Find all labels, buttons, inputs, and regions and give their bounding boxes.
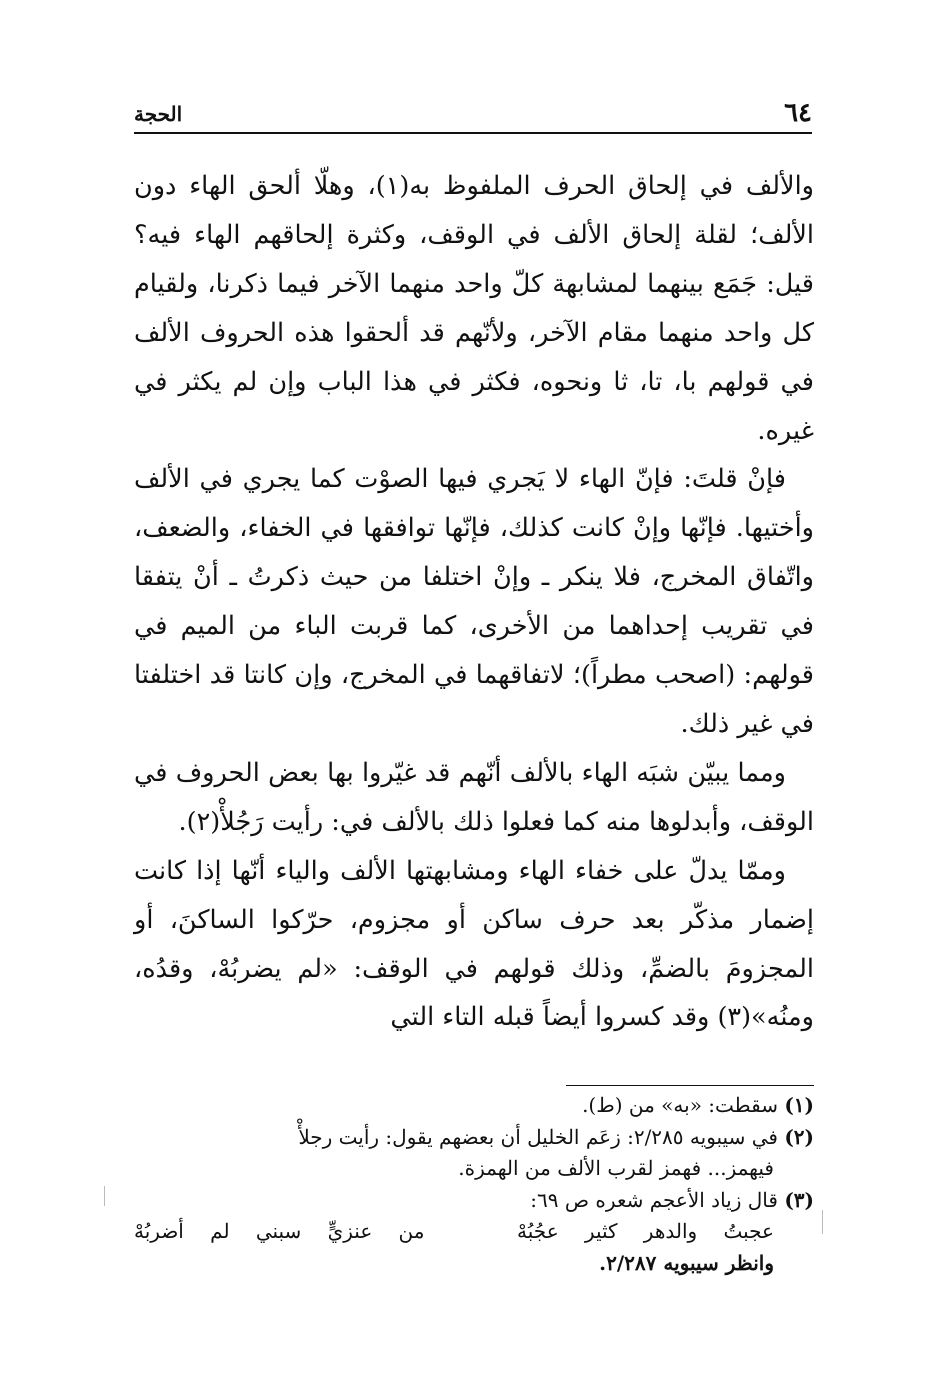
footnote-2-text: في سيبويه ٢/٢٨٥: زعَم الخليل أن بعضهم يقول: رأيت رجلأْ: [298, 1124, 778, 1149]
footnote-1: [134, 1090, 814, 1122]
page-header: [134, 96, 812, 134]
paragraph-3: ومما يبيّن شبَه الهاء بالألف أنّهم قد غيّروا بها بعض الحروف في الوقف، وأبدلوها منه كما فعلوا ذلك بالألف في: رأيت رَجُلأْ(٢).: [134, 757, 814, 837]
footnote-1-text: سقطت: «به» من (ط).: [582, 1093, 778, 1117]
main-text: [134, 162, 814, 1042]
footnote-2-continuation: فيهمز... فهمز لقرب الألف من الهمزة.: [458, 1156, 774, 1180]
poem-verse: [134, 1216, 814, 1248]
verse-second-hemistich: من عنزيٍّ سبني لم أضربُهْ: [134, 1219, 425, 1243]
paragraph-2: فإنْ قلتَ: فإنّ الهاء لا يَجري فيها الصوْت كما يجري في الألف وأختيها. فإنّها وإنْ كانت كذلك، فإنّها توافقها في الخفاء، والضعف، واتّفاق المخرج، فلا ينكر ـ وإنْ اختلفا من حيث ذكرتُ ـ أنْ يتفقا في تقريب إحداهما من الأخرى، كما قربت الباء من الميم في قولهم: (اصحب مطراً)؛ لاتفاقهما في المخرج، وإن كانتا قد اختلفتا في غير ذلك.: [134, 464, 814, 739]
footnote-3-number: (٣): [784, 1187, 814, 1212]
footnote-2-number: (٢): [784, 1124, 814, 1149]
paragraph-1: والألف في إلحاق الحرف الملفوظ به(١)، وهلّا ألحق الهاء دون الألف؛ لقلة إلحاق الألف في الوقف، وكثرة إلحاقهم الهاء فيه؟ قيل: جَمَع بينهما لمشابهة كلّ واحد منهما الآخر فيما ذكرنا، ولقيام كل واحد منهما مقام الآخر، ولأنّهم قد ألحقوا هذه الحروف الألف في قولهم با، تا، ثا ونحوه، فكثر في هذا الباب وإن لم يكثر في غيره.: [134, 171, 814, 446]
footnote-3: [134, 1185, 814, 1217]
scan-mark-left: [104, 1186, 105, 1206]
page-number: ٦٤: [784, 98, 812, 128]
footnote-2: [134, 1122, 814, 1154]
footnote-3-reference: وانظر سيبويه ٢/٢٨٧.: [599, 1250, 774, 1275]
footnote-3-text: قال زياد الأعجم شعره ص ٦٩:: [530, 1187, 778, 1212]
running-title: الحجة: [134, 102, 183, 126]
footnote-separator: [566, 1085, 814, 1086]
scan-mark-right: [822, 1210, 823, 1234]
footnotes: [134, 1090, 814, 1279]
footnote-1-number: (١): [784, 1093, 814, 1117]
paragraph-4: وممّا يدلّ على خفاء الهاء ومشابهتها الألف والياء أنّها إذا كانت إضمار مذكّر بعد حرف ساكن أو مجزوم، حرّكوا الساكنَ، أو المجزومَ بالضمِّ، وذلك قولهم في الوقف: «لم يضربُهْ، وقدُه، ومنُه»(٣) وقد كسروا أيضاً قبله التاء التي: [134, 855, 814, 1033]
verse-first-hemistich: عجبتُ والدهر كثير عجُبُهْ: [517, 1219, 774, 1243]
